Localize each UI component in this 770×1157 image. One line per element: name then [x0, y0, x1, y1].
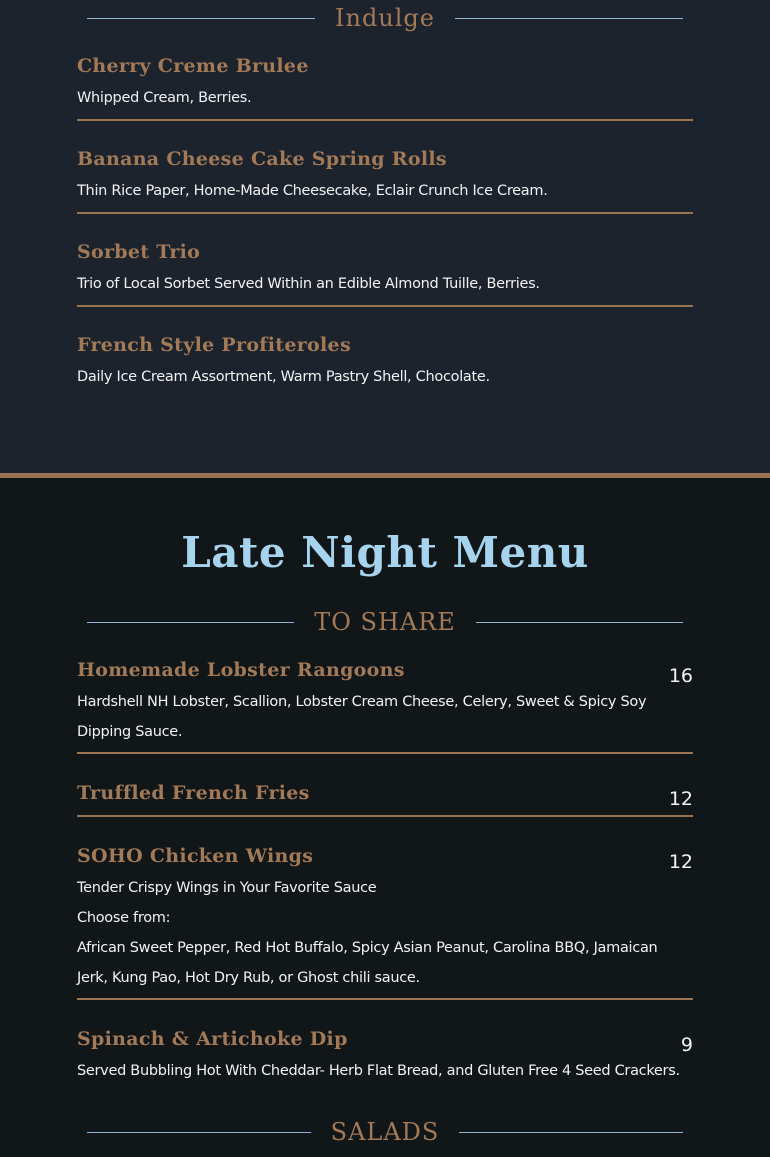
salads-heading — [87, 1117, 683, 1147]
item-divider — [77, 752, 693, 754]
item-price: 12 — [668, 851, 693, 873]
item-price: 9 — [680, 1034, 693, 1056]
item-description: Served Bubbling Hot With Cheddar- Herb Flat Bread, and Gluten Free 4 Seed Crackers. — [77, 1063, 680, 1079]
item-description: Whipped Cream, Berries. — [77, 90, 252, 106]
item-price: 16 — [668, 665, 693, 687]
item-description: Daily Ice Cream Assortment, Warm Pastry Shell, Chocolate. — [77, 369, 490, 385]
menu-item-truffled-french-fries — [77, 780, 693, 806]
item-name: Banana Cheese Cake Spring Rolls — [77, 148, 447, 170]
item-description: Thin Rice Paper, Home-Made Cheesecake, Eclair Crunch Ice Cream. — [77, 183, 548, 199]
heading-rule-left — [87, 18, 315, 19]
menu-item-banana-cheese-cake-spring-rolls — [77, 146, 693, 206]
indulge-heading — [87, 3, 683, 33]
indulge-heading-label: Indulge — [335, 4, 435, 32]
to-share-heading-label: TO SHARE — [314, 608, 456, 636]
to-share-heading — [87, 607, 683, 637]
menu-item-homemade-lobster-rangoons — [77, 657, 693, 747]
item-description-line: Tender Crispy Wings in Your Favorite Sauce — [77, 880, 377, 896]
menu-item-cherry-creme-brulee — [77, 53, 693, 113]
item-divider — [77, 119, 693, 121]
item-divider — [77, 815, 693, 817]
menu-item-french-style-profiteroles — [77, 332, 693, 392]
item-description: Trio of Local Sorbet Served Within an Edible Almond Tuille, Berries. — [77, 276, 540, 292]
item-name: SOHO Chicken Wings — [77, 845, 314, 867]
menu-item-spinach-artichoke-dip — [77, 1026, 693, 1086]
item-price: 12 — [668, 788, 693, 810]
heading-rule-left — [87, 1132, 311, 1133]
item-divider — [77, 305, 693, 307]
heading-rule-right — [455, 18, 683, 19]
heading-rule-left — [87, 622, 294, 623]
item-name: French Style Profiteroles — [77, 334, 351, 356]
item-divider — [77, 212, 693, 214]
item-description-line: African Sweet Pepper, Red Hot Buffalo, Spicy Asian Peanut, Carolina BBQ, Jamaican Jerk, Kung Pao, Hot Dry Rub, or Ghost chili sauce. — [77, 940, 658, 986]
menu-item-sorbet-trio — [77, 239, 693, 299]
heading-rule-right — [459, 1132, 683, 1133]
item-description: Hardshell NH Lobster, Scallion, Lobster Cream Cheese, Celery, Sweet & Spicy Soy Dipping Sauce. — [77, 694, 647, 740]
late-night-menu-title: Late Night Menu — [181, 528, 589, 577]
item-name: Cherry Creme Brulee — [77, 55, 309, 77]
item-name: Truffled French Fries — [77, 782, 310, 804]
item-divider — [77, 998, 693, 1000]
item-name: Homemade Lobster Rangoons — [77, 659, 405, 681]
salads-heading-label: SALADS — [330, 1118, 440, 1146]
item-name: Sorbet Trio — [77, 241, 201, 263]
heading-rule-right — [476, 622, 683, 623]
item-description-line: Choose from: — [77, 910, 171, 926]
menu-item-soho-chicken-wings — [77, 843, 693, 993]
item-name: Spinach & Artichoke Dip — [77, 1028, 348, 1050]
